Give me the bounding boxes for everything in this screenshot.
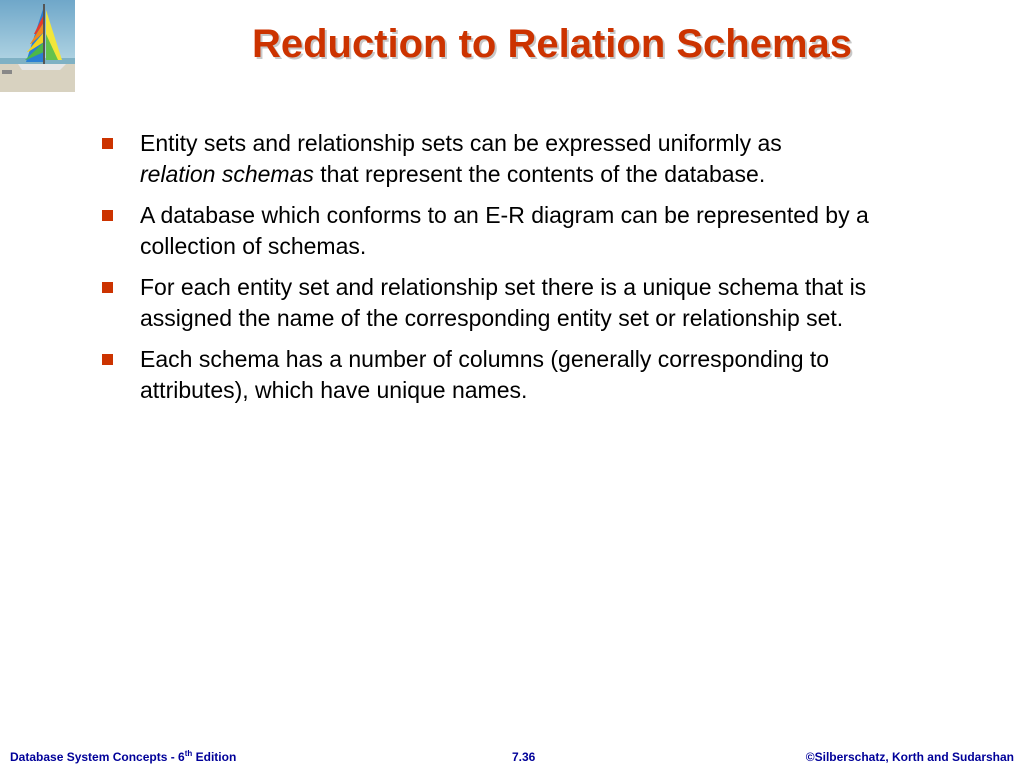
bullet-text: For each entity set and relationship set there is a unique schema that is assigned the name of the corresponding entity set or relationship set. <box>140 274 867 331</box>
bullet-item <box>102 272 942 334</box>
bullet-item <box>102 344 942 406</box>
footer-page-number: 7.36 <box>512 750 536 764</box>
bullet-emphasis: relation schemas <box>140 161 314 187</box>
bullet-text: Entity sets and relationship sets can be expressed uniformly as <box>140 130 782 156</box>
bullet-list <box>102 128 942 416</box>
bullet-item <box>102 128 942 190</box>
square-bullet-icon <box>102 354 113 365</box>
bullet-text: Each schema has a number of columns (generally corresponding to attributes), which have unique names. <box>140 346 830 403</box>
square-bullet-icon <box>102 282 113 293</box>
footer-book-title: Database System Concepts - 6th Edition <box>10 749 237 764</box>
footer-copyright: ©Silberschatz, Korth and Sudarshan <box>805 750 1014 764</box>
bullet-text: A database which conforms to an E-R diagram can be represented by a collection of schemas. <box>140 202 869 259</box>
footer <box>0 746 1024 764</box>
slide-title: Reduction to Relation Schemas <box>251 22 853 66</box>
bullet-text-tail: that represent the contents of the database. <box>313 161 766 187</box>
square-bullet-icon <box>102 210 113 221</box>
square-bullet-icon <box>102 138 113 149</box>
bullet-item <box>102 200 942 262</box>
